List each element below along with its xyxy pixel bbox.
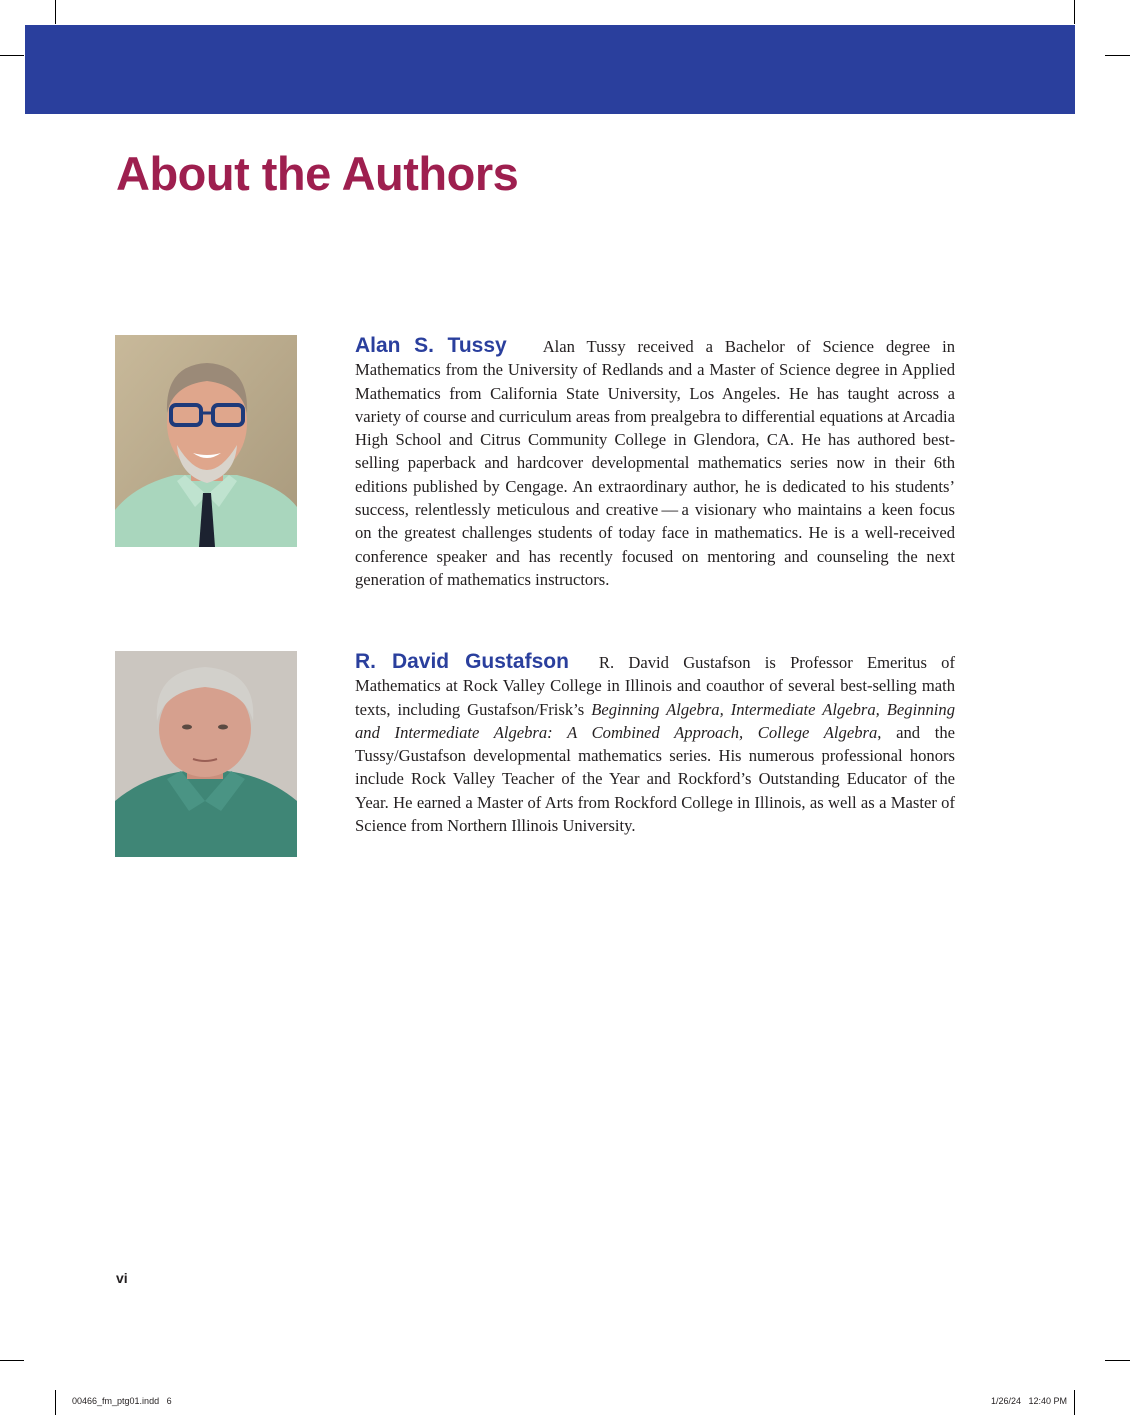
crop-mark (1105, 1360, 1130, 1361)
author-bio (355, 334, 955, 591)
file-slug: 00466_fm_ptg01.indd 6 (72, 1396, 172, 1406)
crop-mark (0, 55, 24, 56)
author-bio-text: , and the Tussy/Gustafson developmental mathematics series. His numerous professional honors include Rock Valley Teacher of the Year and Rockford’s Outstanding Educator of the Year. He earned a Master of Arts from Rockford College in Illinois, as well as a Master of Science from Northern Illinois University. (355, 722, 955, 836)
page-title: About the Authors (116, 147, 519, 200)
author-name: Alan S. Tussy (355, 334, 507, 357)
crop-mark (55, 0, 56, 24)
book-titles: Beginning Algebra, Intermediate Algebra, Beginning and Intermediate Algebra: A Combined Approach, College Algebra (355, 699, 955, 742)
author-bio (355, 650, 955, 837)
crop-mark (1074, 1390, 1075, 1415)
crop-mark (1074, 0, 1075, 24)
crop-mark (55, 1390, 56, 1415)
author-photo (115, 335, 297, 547)
author-bio-text: Alan Tussy received a Bachelor of Science degree in Mathematics from the University of Redlands and a Master of Science degree in Applied Mathematics from California State University, Los Angeles. He has taught across a variety of course and curriculum areas from prealgebra to differential equations at Arcadia High School and Citrus Community College in Glendora, CA. He has authored best-selling paperback and hardcover developmental mathematics series now in their 6th editions published by Cengage. An extraordinary author, he is dedicated to his students’ success, relentlessly meticulous and creative — a visionary who maintains a keen focus on the greatest challenges students of today face in mathematics. He is a well-received conference speaker and has recently focused on mentoring and counseling the next generation of mathematics instructors. (355, 337, 955, 589)
author-photo (115, 651, 297, 857)
header-band (25, 25, 1075, 114)
page-number: vi (116, 1270, 128, 1286)
author-bio-text: R. David Gustafson is Professor Emeritus of Mathematics at Rock Valley College in Illinois and coauthor of several best-selling math texts, including Gustafson/Frisk’s (355, 653, 955, 719)
crop-mark (0, 1360, 24, 1361)
author-name: R. David Gustafson (355, 650, 569, 673)
date-slug: 1/26/24 12:40 PM (990, 1396, 1067, 1406)
crop-mark (1105, 55, 1130, 56)
